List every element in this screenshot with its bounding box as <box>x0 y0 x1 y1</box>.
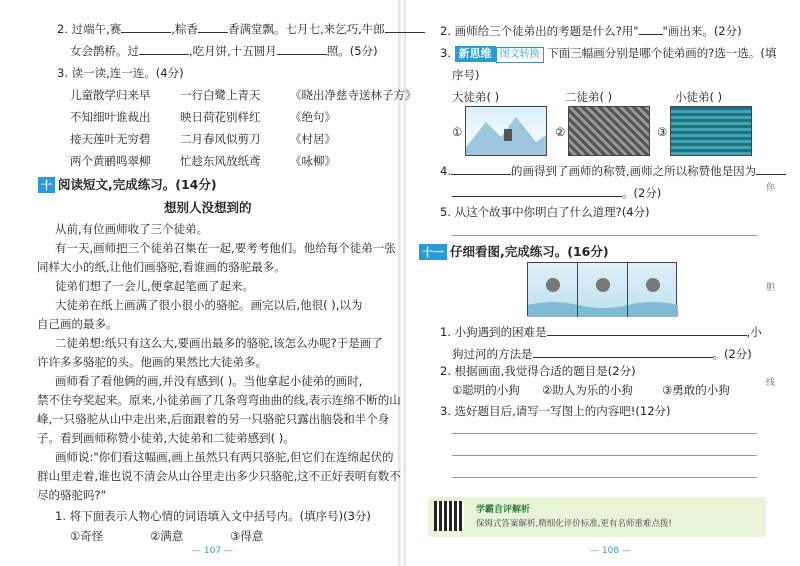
option-1[interactable]: ①聪明的小狗 <box>452 383 520 397</box>
page-number-right: — 108 — <box>590 546 631 556</box>
disciple-label-2[interactable]: 二徒弟( ) <box>565 90 613 104</box>
r-q3: 3. 新思维 图文转换 下面三幅画分别是哪个徒弟画的?选一选。(填 <box>440 46 776 63</box>
blank[interactable] <box>198 22 228 33</box>
blank[interactable] <box>639 24 663 35</box>
cut-line-char: 你 <box>766 183 776 193</box>
section-badge: 十 <box>38 177 55 193</box>
disciple-label-3[interactable]: 小徒弟( ) <box>675 90 723 104</box>
r-q4-line1: 4. 的画得到了画师的称赞,画师之所以称赞他是因为 <box>440 164 786 178</box>
story-line: 禁不住夸奖起来。原来,小徒弟画了几条弯弯曲曲的线,表示连绵不断的山 <box>37 393 401 407</box>
poem-title[interactable]: 《村居》 <box>290 132 336 146</box>
image-text-badge: 图文转换 <box>496 47 544 63</box>
story-line: 尽的骆驼吗?" <box>37 488 106 502</box>
poem-title[interactable]: 《绝句》 <box>290 110 336 124</box>
mountain-camel-icon <box>466 107 546 155</box>
story-line: 有一天,画师把三个徒弟召集在一起,要考考他们。他给每个徒弟一张 <box>55 241 396 255</box>
new-thinking-badge: 新思维 <box>455 46 496 62</box>
page-number-left: — 107 — <box>192 546 233 556</box>
blank[interactable] <box>533 347 713 358</box>
q1-option[interactable]: ③得意 <box>230 529 264 543</box>
poem-line-left[interactable]: 接天莲叶无穷碧 <box>70 132 151 146</box>
cut-line-char: 胆 <box>766 283 776 293</box>
blank[interactable] <box>385 22 425 33</box>
q2-line2: 女会鹊桥。过 ,吃月饼,十五圆月 照。(5分) <box>70 44 378 58</box>
answer-line[interactable] <box>452 235 757 236</box>
s-q2-options <box>452 383 730 397</box>
section-title: 阅读短文,完成练习。(14分) <box>58 177 217 192</box>
poem-line-left[interactable]: 儿童散学归来早 <box>70 88 151 102</box>
poem-line-mid[interactable]: 一行白鹭上青天 <box>180 88 261 102</box>
blank[interactable] <box>452 186 622 197</box>
story-line: 画师看了看他俩的画,并没有感到( )。当他拿起小徒弟的画时, <box>55 374 363 388</box>
blank[interactable] <box>756 164 786 175</box>
s-q1-line2: 狗过河的方法是 。(2分) <box>452 347 752 361</box>
section-title: 仔细看图,完成练习。(16分) <box>450 244 609 259</box>
poem-line-mid[interactable]: 忙趁东风放纸鸢 <box>180 154 261 168</box>
poem-title[interactable]: 《晓出净慈寺送林子方》 <box>290 88 417 102</box>
poem-line-mid[interactable]: 二月春风似剪刀 <box>180 132 261 146</box>
s-q2: 2. 根据画面,我觉得合适的题目是(2分) <box>440 364 636 378</box>
pic-number: ③ <box>657 125 668 139</box>
poem-line-left[interactable]: 两个黄鹂鸣翠柳 <box>70 154 151 168</box>
story-line: 同样大小的纸,让他们画骆驼,看谁画的骆驼最多。 <box>37 260 286 274</box>
story-line: 从前,有位画师收了三个徒弟。 <box>55 222 209 236</box>
small-camels-picture <box>670 106 752 156</box>
story-line: 大徒弟在纸上画满了很小很小的骆驼。画完以后,他很( ),以为 <box>55 298 363 312</box>
r-q3-cont: 序号) <box>452 68 480 82</box>
q2-line1: 2. 过端午,赛 ,粽香 香满堂飘。七月七,来乞巧,牛郎 <box>57 22 425 36</box>
r-q2: 2. 画师给三个徒弟出的考题是什么?用" "画出来。(2分) <box>440 24 742 38</box>
answer-line[interactable] <box>452 477 757 478</box>
section-eleven-heading <box>419 242 609 260</box>
disciple-label-1[interactable]: 大徒弟( ) <box>452 90 500 104</box>
poem-row <box>70 154 336 168</box>
blank[interactable] <box>451 164 511 175</box>
mountain-camel-picture <box>465 106 547 156</box>
answer-line[interactable] <box>452 433 757 434</box>
r-q4-line2: 。(2分) <box>452 186 661 200</box>
poem-line-mid[interactable]: 映日荷花别样红 <box>180 110 261 124</box>
camel-heads-picture <box>568 106 650 156</box>
story-line: 自己画的最多。 <box>37 317 118 331</box>
story-line: 二徒弟想:纸只有这么大,要画出最多的骆驼,该怎么办呢?于是画了 <box>55 336 383 350</box>
story-line: 群山里走着,谁也说不清会从山谷里走出多少只骆驼,这不正好表明有数不 <box>37 469 401 483</box>
story-line: 许许多多骆驼的头。他画的果然比大徒弟多。 <box>37 355 267 369</box>
answer-line[interactable] <box>452 455 757 456</box>
banner-title: 学霸自评解析 <box>476 505 531 515</box>
story-line: 峰,一只骆驼从山中走出来,后面跟着的另一只骆驼只露出脑袋和半个身 <box>37 412 390 426</box>
poem-row <box>70 132 336 146</box>
blank[interactable] <box>277 44 327 55</box>
dog-icon <box>528 263 678 317</box>
s-q3: 3. 选好题目后,请写一写图上的内容吧!(12分) <box>440 404 671 418</box>
section-badge: 十一 <box>419 244 447 260</box>
pic-number: ② <box>555 125 566 139</box>
option-2[interactable]: ②助人为乐的小狗 <box>542 383 633 397</box>
banner-text: 保姆式答案解析,精细化评价标准,更有名师重难点拨! <box>476 519 672 529</box>
poem-line-left[interactable]: 不知细叶谁裁出 <box>70 110 151 124</box>
story-title: 想别人没想到的 <box>164 200 252 215</box>
dog-crossing-river-picture <box>527 262 677 316</box>
s-q1-line1: 1. 小狗遇到的困难是 ,小 <box>440 325 762 339</box>
q1-options <box>70 529 310 543</box>
pic-number: ① <box>452 125 463 139</box>
story-line: 徒弟们想了一会儿,便拿起笔画了起来。 <box>55 279 255 293</box>
option-3[interactable]: ③勇敢的小狗 <box>662 383 730 397</box>
cut-line-char: 线 <box>766 378 776 388</box>
self-assessment-banner <box>428 497 766 537</box>
story-line: 画师说:"你们看这幅画,画上虽然只有两只骆驼,但它们在连绵起伏的 <box>55 450 394 464</box>
poem-row <box>70 110 336 124</box>
section-ten-heading <box>38 175 217 193</box>
blank[interactable] <box>547 325 747 336</box>
story-line: 子。看到画师称赞小徒弟,大徒弟和二徒弟感到( )。 <box>37 431 295 445</box>
blank[interactable] <box>121 22 171 33</box>
blank[interactable] <box>139 44 189 55</box>
qr-code-icon[interactable] <box>434 501 464 531</box>
poem-row <box>70 88 417 102</box>
q3-title: 3. 读一读,连一连。(4分) <box>57 66 184 80</box>
q1-text: 1. 将下面表示人物心情的词语填入文中括号内。(填序号)(3分) <box>55 509 371 523</box>
q1-option[interactable]: ②满意 <box>150 529 184 543</box>
r-q5: 5. 从这个故事中你明白了什么道理?(4分) <box>440 205 650 219</box>
poem-title[interactable]: 《咏柳》 <box>290 154 336 168</box>
q1-option[interactable]: ①奇怪 <box>70 529 104 543</box>
